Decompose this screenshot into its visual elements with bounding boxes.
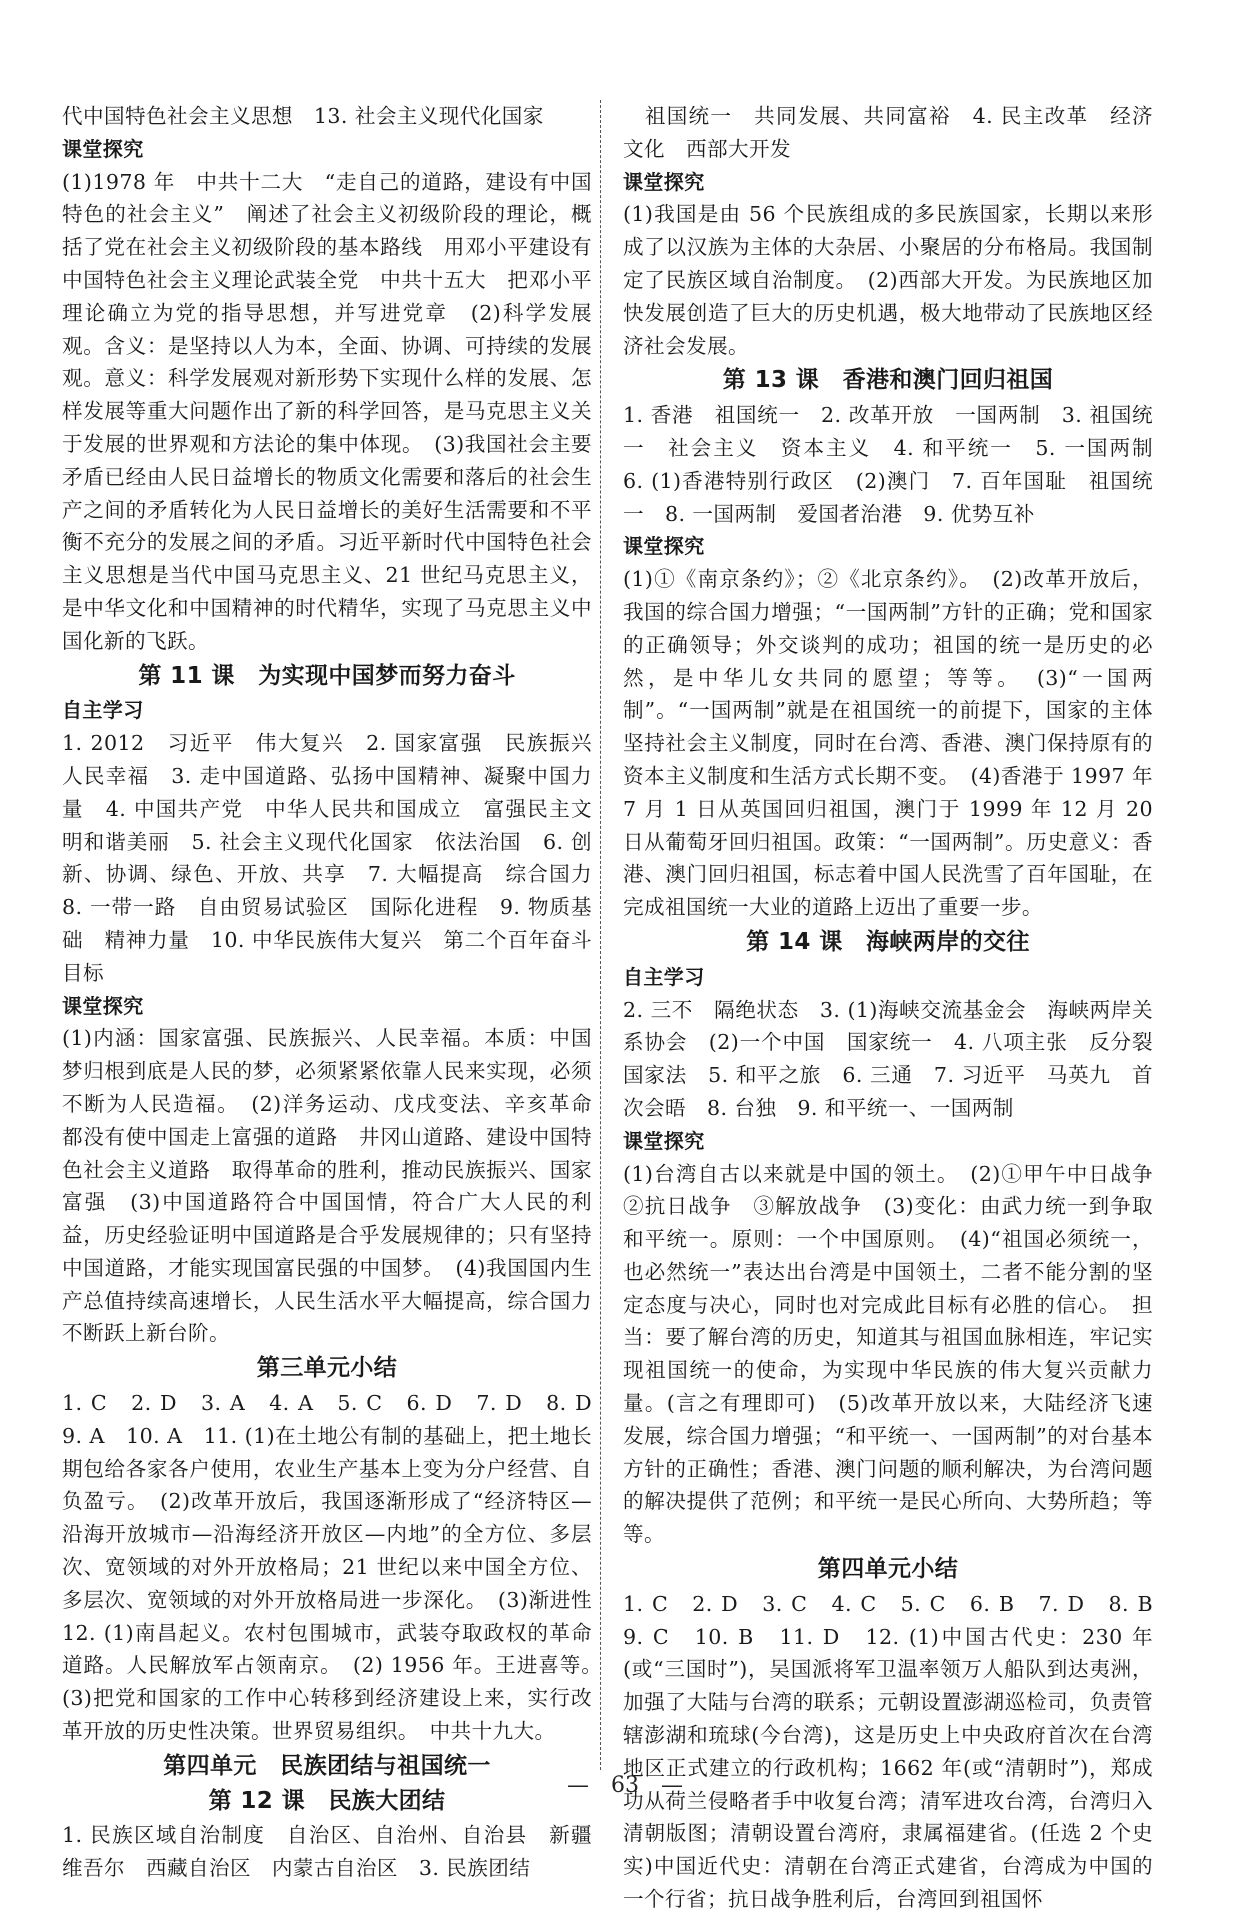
answer-list: 1. 民族区域自治制度 自治区、自治州、自治县 新疆维吾尔 西藏自治区 内蒙古自治区 3. 民族团结 xyxy=(62,1823,592,1881)
subsection-heading: 课堂探究 xyxy=(623,169,705,194)
subsection-heading: 自主学习 xyxy=(62,698,144,723)
left-column xyxy=(62,100,613,1885)
answer-paragraph: (1)①《南京条约》；②《北京条约》。 (2)改革开放后，我国的综合国力增强；“一国两制”方针的正确；党和国家的正确领导；外交谈判的成功；祖国的统一是历史的必然，是中华儿女共同的愿望；等等。 (3)“一国两制”。“一国两制”就是在祖国统一的前提下，国家的主体坚持社会主义制度，同时在台湾、香港、澳门保持原有的资本主义制度和生活方式长期不变。 (4)香港于 1997 年 7 月 1 日从英国回归祖国，澳门于 1999 年 12 月 20 日从葡萄牙回归祖国。政策：“一国两制”。历史意义：香港、澳门回归祖国，标志着中国人民洗雪了百年国耻，在完成祖国统一大业的道路上迈出了重要一步。 xyxy=(623,567,1153,920)
page-number: — 63 — xyxy=(567,1773,683,1798)
subsection-heading: 课堂探究 xyxy=(623,1128,705,1153)
answer-list: 1. 香港 祖国统一 2. 改革开放 一国两制 3. 祖国统一 社会主义 资本主义 4. 和平统一 5. 一国两制 6. (1)香港特别行政区 (2)澳门 7. 百年国耻 祖国统一 8. 一国两制 爱国者治港 9. 优势互补 xyxy=(623,403,1174,526)
column-divider xyxy=(600,100,601,1770)
subsection-heading: 课堂探究 xyxy=(623,534,705,559)
right-column xyxy=(623,100,1174,1916)
answer-paragraph: (1)内涵：国家富强、民族振兴、人民幸福。本质：中国梦归根到底是人民的梦，必须紧紧依靠人民来实现，必须不断为人民造福。 (2)洋务运动、戊戌变法、辛亥革命 都没有使中国走上富强的道路 井冈山道路、建设中国特色社会主义道路 取得革命的胜利，推动民族振兴、国家富强 (3)中国道路符合中国国情，符合广大人民的利益，历史经验证明中国道路是合乎发展规律的；只有坚持中国道路，才能实现国富民强的中国梦。 (4)我国国内生产总值持续高速增长，人民生活水平大幅提高，综合国力不断跃上新台阶。 xyxy=(62,1026,613,1346)
section-title: 第三单元小结 xyxy=(256,1355,398,1382)
answer-list: 祖国统一 共同发展、共同富裕 4. 民主改革 经济 文化 西部大开发 xyxy=(623,104,1174,161)
subsection-heading: 自主学习 xyxy=(623,964,705,989)
answer-list: 1. 2012 习近平 伟大复兴 2. 国家富强 民族振兴 人民幸福 3. 走中国道路、弘扬中国精神、凝聚中国力量 4. 中国共产党 中华人民共和国成立 富强民主文明和谐美丽 5. 社会主义现代化国家 依法治国 6. 创新、协调、绿色、开放、共享 7. 大幅提高 综合国力 8. 一带一路 自由贸易试验区 国际化进程 9. 物质基础 精神力量 10. 中华民族伟大复兴 第二个百年奋斗目标 xyxy=(62,731,613,985)
section-title: 第四单元 民族团结与祖国统一 xyxy=(163,1752,491,1779)
answer-paragraph: 1. C 2. D 3. A 4. A 5. C 6. D 7. D 8. D 9. A 10. A 11. (1)在土地公有制的基础上，把土地长期包给各家各户使用，农业生产基本上变为分户经营、自负盈亏。 (2)改革开放后，我国逐渐形成了“经济特区—沿海开放城市—沿海经济开放区—内地”的全方位、多层次、宽领域的对外开放格局；21 世纪以来中国全方位、多层次、宽领域的对外开放格局进一步深化。 (3)渐进性 12. (1)南昌起义。农村包围城市，武装夺取政权的革命道路。人民解放军占领南京。 (2) 1956 年。王进喜等。 (3)把党和国家的工作中心转移到经济建设上来，实行改革开放的历史性决策。世界贸易组织。 中共十九大。 xyxy=(62,1391,613,1744)
answer-paragraph: (1)台湾自古以来就是中国的领土。 (2)①甲午中日战争 ②抗日战争 ③解放战争 (3)变化：由武力统一到争取和平统一。原则：一个中国原则。 (4)“祖国必须统一，也必然统一”表达出台湾是中国领土，二者不能分割的坚定态度与决心，同时也对完成此目标有必胜的信心。 担当：要了解台湾的历史，知道其与祖国血脉相连，牢记实现祖国统一的使命，为实现中华民族的伟大复兴贡献力量。(言之有理即可) (5)改革开放以来，大陆经济飞速发展，综合国力增强；“和平统一、一国两制”的对台基本方针的正确性；香港、澳门问题的顺利解决，为台湾问题的解决提供了范例；和平统一是民心所向、大势所趋；等等。 xyxy=(623,1161,1174,1547)
section-title: 第四单元小结 xyxy=(817,1556,959,1583)
answer-paragraph: 1. C 2. D 3. C 4. C 5. C 6. B 7. D 8. B 9. C 10. B 11. D 12. (1)中国古代史：230 年(或“三国时”)，吴国派将军卫温率领万人船队到达夷洲，加强了大陆与台湾的联系；元朝设置澎湖巡检司，负责管辖澎湖和琉球(今台湾)，这是历史上中央政府首次在台湾地区正式建立的行政机构；1662 年(或“清朝时”)，郑成功从荷兰侵略者手中收复台湾；清军进攻台湾，台湾归入清朝版图；清朝设置台湾府，隶属福建省。(任选 2 个史实)中国近代史：清朝在台湾正式建省，台湾成为中国的一个行省；抗日战争胜利后，台湾回到祖国怀 xyxy=(623,1591,1174,1912)
answer-list: 2. 三不 隔绝状态 3. (1)海峡交流基金会 海峡两岸关系协会 (2)一个中国 国家统一 4. 八项主张 反分裂国家法 5. 和平之旅 6. 三通 7. 习近平 马英九 首次会晤 8. 台独 9. 和平统一、一国两制 xyxy=(623,997,1153,1120)
subsection-heading: 课堂探究 xyxy=(62,993,144,1018)
section-title: 第 11 课 为实现中国梦而努力奋斗 xyxy=(138,662,516,689)
answer-paragraph: (1)1978 年 中共十二大 “走自己的道路，建设有中国特色的社会主义” 阐述了社会主义初级阶段的理论，概括了党在社会主义初级阶段的基本路线 用邓小平建设有中国特色社会主义理论武装全党 中共十五大 把邓小平理论确立为党的指导思想，并写进党章 (2)科学发展观。含义：是坚持以人为本，全面、协调、可持续的发展观。意义：科学发展观对新形势下实现什么样的发展、怎样发展等重大问题作出了新的科学回答，是马克思主义关于发展的世界观和方法论的集中体现。 (3)我国社会主要矛盾已经由人民日益增长的物质文化需要和落后的社会生产之间的矛盾转化为人民日益增长的美好生活需要和不平衡不充分的发展之间的矛盾。习近平新时代中国特色社会主义思想是当代中国马克思主义、21 世纪马克思主义，是中华文化和中国精神的时代精华，实现了马克思主义中国化新的飞跃。 xyxy=(62,169,592,653)
section-title: 第 13 课 香港和澳门回归祖国 xyxy=(722,367,1054,394)
subsection-heading: 课堂探究 xyxy=(62,136,144,161)
answer-paragraph: (1)我国是由 56 个民族组成的多民族国家，长期以来形成了以汉族为主体的大杂居、小聚居的分布格局。我国制定了民族区域自治制度。 (2)西部大开发。为民族地区加快发展创造了巨大的历史机遇，极大地带动了民族地区经济社会发展。 xyxy=(623,202,1153,358)
section-title: 第 14 课 海峡两岸的交往 xyxy=(746,928,1030,955)
section-title: 第 12 课 民族大团结 xyxy=(208,1787,446,1814)
answer-paragraph: 代中国特色社会主义思想 13. 社会主义现代化国家 xyxy=(62,104,544,128)
